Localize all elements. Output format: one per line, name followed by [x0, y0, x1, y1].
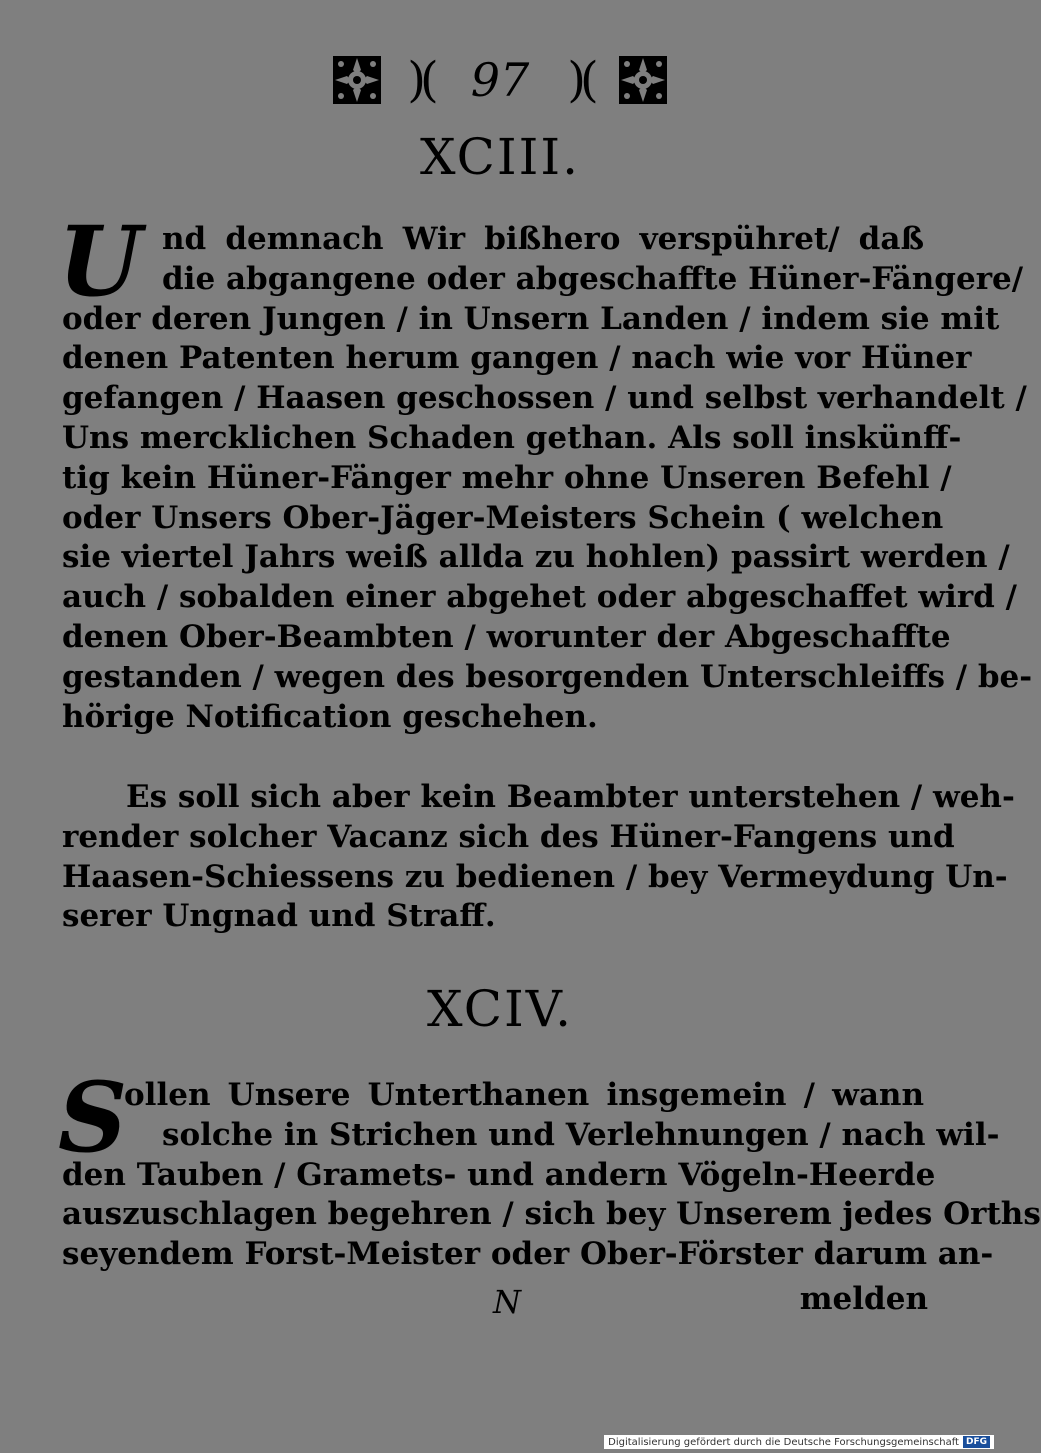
text-line: gestanden / wegen des besorgenden Unterschleiffs / be- [62, 658, 1033, 695]
text-line: seyendem Forst-Meister oder Ober-Förster darum an- [62, 1236, 994, 1273]
text-line: hörige Notification geschehen. [62, 698, 598, 735]
text-line: solche in Strichen und Verlehnungen / nach wil- [162, 1116, 1000, 1153]
section-heading-xciii: XCIII. [419, 128, 581, 186]
left-bracket: )( [407, 52, 433, 108]
page-header [0, 40, 1000, 120]
text-line: den Tauben / Gramets- und andern Vögeln-Heerde [62, 1156, 936, 1193]
paragraph-xciii-1 [58, 205, 1033, 737]
signature-mark: N [493, 1283, 521, 1321]
text-line: auch / sobalden einer abgehet oder abgeschaffet wird / [62, 579, 1017, 616]
text-line: tig kein Hüner-Fänger mehr ohne Unseren Befehl / [62, 459, 952, 496]
drop-cap: S [58, 1061, 128, 1174]
text-line: Uns mercklichen Schaden gethan. Als soll inskünff- [62, 419, 962, 456]
section-heading-xciv: XCIV. [427, 980, 573, 1038]
drop-cap: U [58, 205, 142, 318]
text-line: gefangen / Haasen geschossen / und selbst verhandelt / [62, 380, 1027, 417]
text-line: Haasen-Schiessens zu bedienen / bey Vermeydung Un- [62, 858, 1008, 895]
text-line: Es soll sich aber kein Beambter unterstehen / weh- [126, 779, 1015, 815]
page-number: 97 [470, 53, 530, 107]
text-line: sie viertel Jahrs weiß allda zu hohlen) passirt werden / [62, 539, 1010, 576]
paragraph-xciii-2 [62, 778, 1015, 937]
floral-ornament-icon [617, 54, 669, 106]
text-line: serer Ungnad und Straff. [62, 898, 496, 935]
text-line: oder Unsers Ober-Jäger-Meisters Schein ( welchen [62, 499, 944, 536]
catchword: melden [799, 1281, 928, 1317]
dfg-logo: DFG [963, 1436, 990, 1448]
digitization-footer [604, 1435, 994, 1449]
text-line: die abgangene oder abgeschaffte Hüner-Fängere/ [162, 260, 1024, 297]
text-line: denen Patenten herum gangen / nach wie vor Hüner [62, 340, 972, 377]
text-line: denen Ober-Beambten / worunter der Abgeschaffte [62, 618, 951, 655]
text-line: oder deren Jungen / in Unsern Landen / indem sie mit [62, 300, 1000, 337]
text-line: ollen Unsere Unterthanen insgemein / wann [124, 1077, 924, 1113]
footer-text: Digitalisierung gefördert durch die Deutsche Forschungsgemeinschaft [608, 1436, 959, 1448]
text-line: render solcher Vacanz sich des Hüner-Fangens und [62, 818, 955, 855]
right-bracket: )( [567, 52, 593, 108]
floral-ornament-icon [331, 54, 383, 106]
text-line: nd demnach Wir bißhero verspühret/ daß [162, 221, 924, 257]
text-line: auszuschlagen begehren / sich bey Unserem jedes Orths [62, 1196, 1041, 1233]
paragraph-xciv-1 [58, 1061, 1041, 1275]
